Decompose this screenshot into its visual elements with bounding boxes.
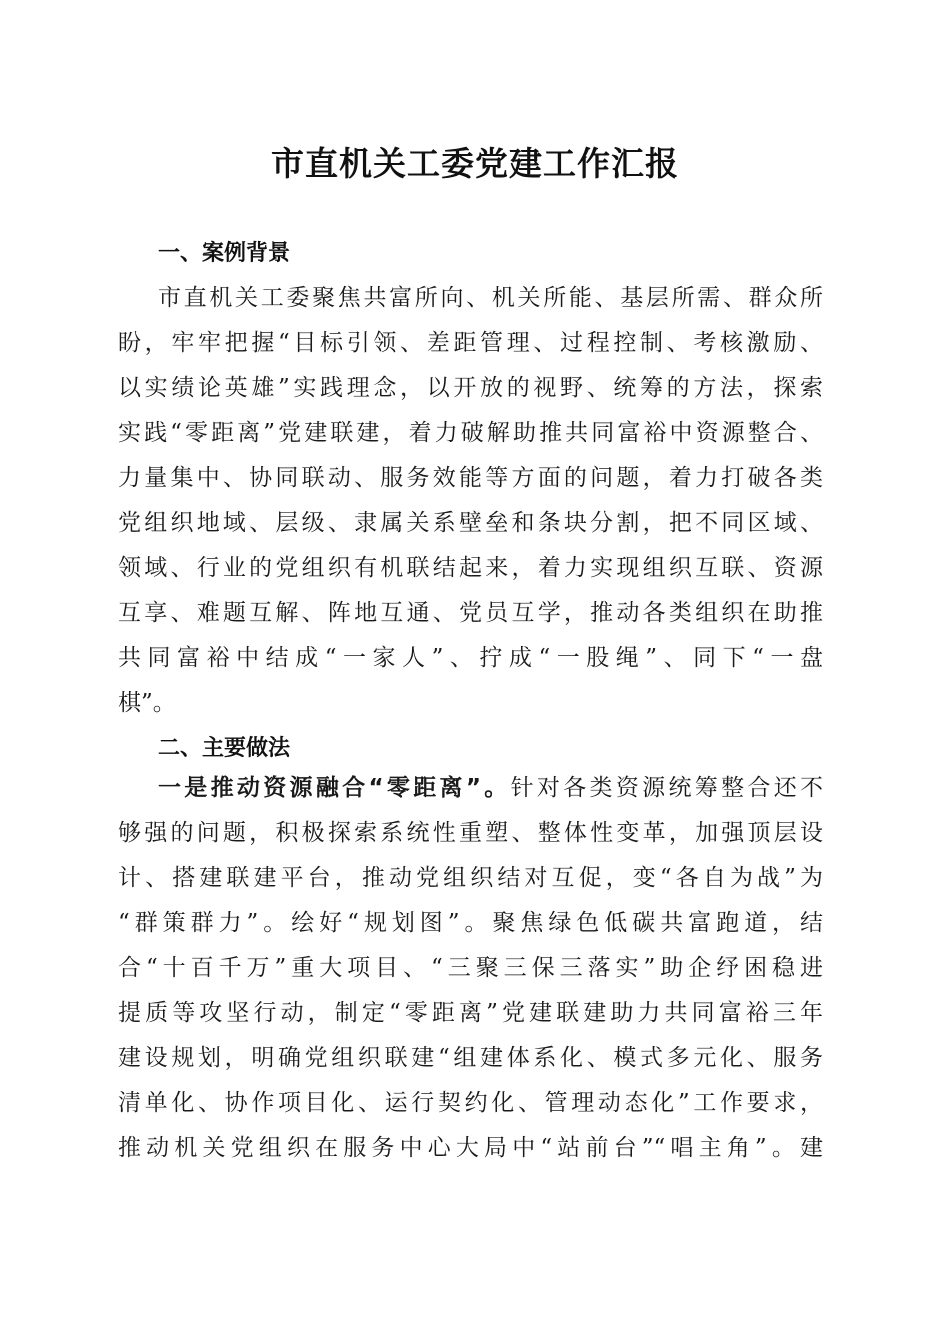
paragraph-line: 市直机关工委聚焦共富所向、机关所能、基层所需、群众所 [158, 285, 823, 311]
paragraph-line: 盼，牢牢把握“目标引领、差距管理、过程控制、考核激励、 [118, 330, 823, 356]
paragraph-line: 以实绩论英雄”实践理念，以开放的视野、统筹的方法，探索 [118, 375, 823, 401]
paragraph-line: 共同富裕中结成“一家人”、拧成“一股绳”、同下“一盘 [118, 645, 823, 671]
section-heading-background: 一、案例背景 [158, 241, 291, 266]
paragraph-line: 提质等攻坚行动，制定“零距离”党建联建助力共同富裕三年 [118, 1000, 823, 1026]
paragraph-line: 党组织地域、层级、隶属关系壁垒和条块分割，把不同区域、 [118, 510, 823, 536]
paragraph-line: 力量集中、协同联动、服务效能等方面的问题，着力打破各类 [118, 465, 823, 491]
paragraph-line: 棋”。 [118, 690, 176, 716]
subsection-lead: 一是推动资源融合“零距离”。 [158, 775, 511, 801]
paragraph-text: 针对各类资源统筹整合还不 [510, 775, 824, 801]
document-title: 市直机关工委党建工作汇报 [271, 144, 679, 183]
paragraph-line: 计、搭建联建平台，推动党组织结对互促，变“各自为战”为 [118, 865, 823, 891]
paragraph-line: 合“十百千万”重大项目、“三聚三保三落实”助企纾困稳进 [118, 955, 823, 981]
paragraph-line: 实践“零距离”党建联建，着力破解助推共同富裕中资源整合、 [118, 420, 823, 446]
paragraph-line: 够强的问题，积极探索系统性重塑、整体性变革，加强顶层设 [118, 820, 823, 846]
paragraph-line: 清单化、协作项目化、运行契约化、管理动态化”工作要求， [118, 1090, 823, 1116]
paragraph-line: 互享、难题互解、阵地互通、党员互学，推动各类组织在助推 [118, 600, 823, 626]
paragraph-line: “群策群力”。绘好“规划图”。聚焦绿色低碳共富跑道，结 [118, 910, 823, 936]
paragraph-line: 建设规划，明确党组织联建“组建体系化、模式多元化、服务 [118, 1045, 823, 1071]
paragraph-first-line [158, 773, 823, 803]
paragraph-line: 领域、行业的党组织有机联结起来，着力实现组织互联、资源 [118, 555, 823, 581]
section-heading-practices: 二、主要做法 [158, 736, 291, 761]
paragraph-line: 推动机关党组织在服务中心大局中“站前台”“唱主角”。建 [118, 1135, 823, 1161]
